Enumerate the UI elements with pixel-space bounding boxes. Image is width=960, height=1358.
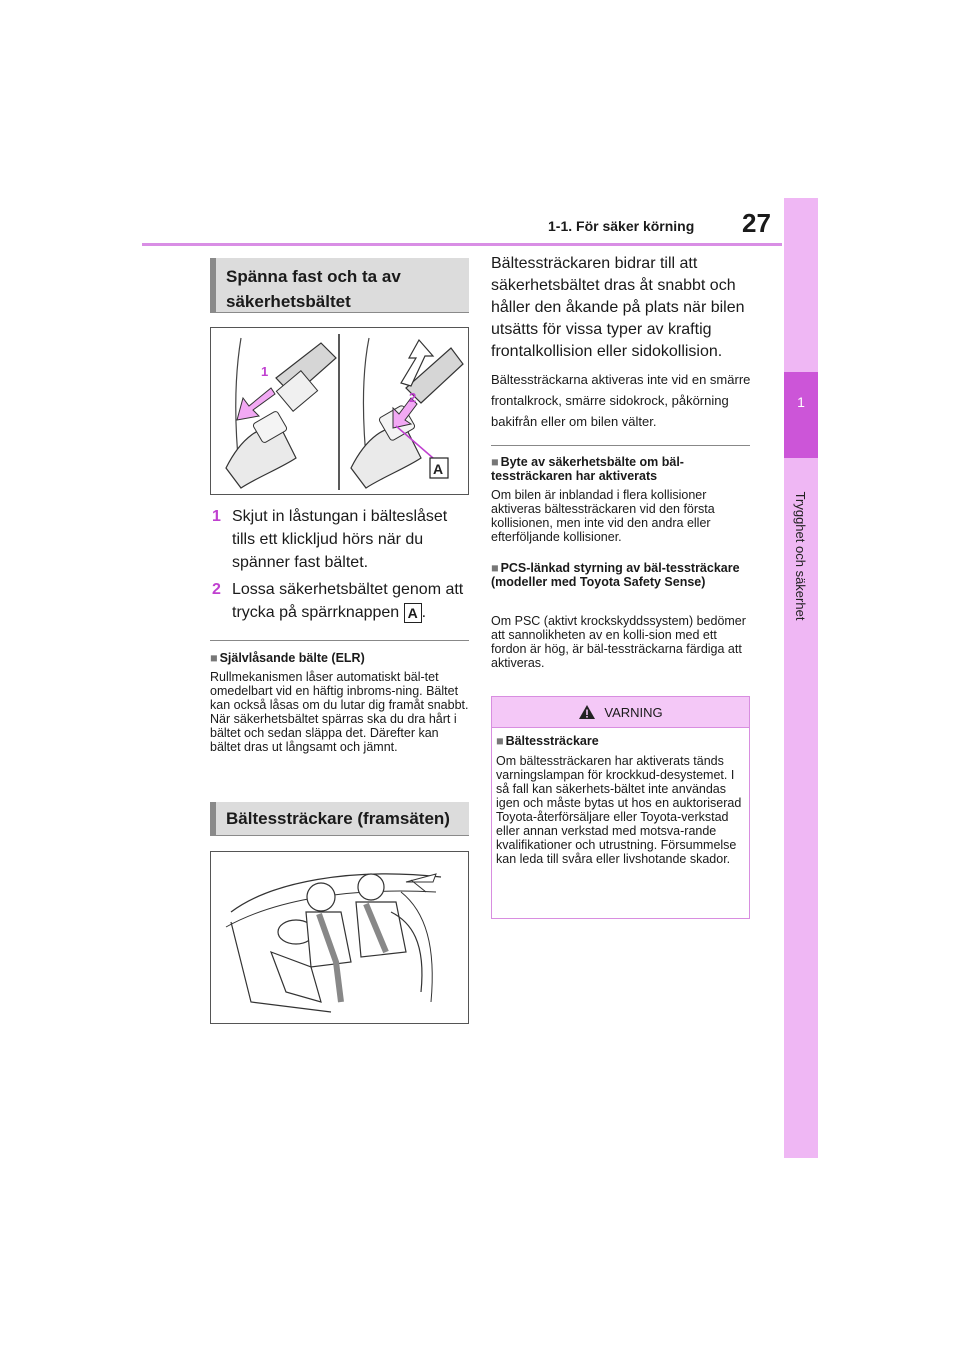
pcs-text: Om PSC (aktivt krockskyddssystem) bedömer att sannolikheten av en kolli-sion med ett fordon är hög, är bäl-tessträckarna färdiga att aktiveras.	[491, 614, 746, 670]
step-2	[212, 578, 470, 624]
warning-box	[491, 696, 750, 919]
warning-label: VARNING	[604, 704, 663, 720]
section-heading-pretensioner: Bältessträckare (framsäten)	[210, 802, 469, 836]
step-2-text: Lossa säkerhetsbältet genom att trycka på spärrknappen	[232, 581, 464, 621]
replace-heading-text: Byte av säkerhetsbälte om bäl-tessträckaren har aktiverats	[491, 455, 684, 483]
chapter-header: 1-1. För säker körning	[548, 218, 695, 234]
bullet-square-icon: ■	[491, 561, 499, 575]
warning-text: Om bältessträckaren har aktiverats tänds varningslampan för krockkud-desystemet. I så fall kan säkerhets-bältet inte användas igen och måste bytas ut hos en auktoriserad Toyota-återförsäljare eller Toyota-verkstad eller annan verkstad med motsva-rande kvalifikationer och utrustning. Försummelse kan leda till svåra eller livshotande skador.	[496, 754, 742, 866]
chapter-side-strip	[784, 198, 818, 1158]
header-rule	[142, 243, 782, 246]
bullet-square-icon: ■	[210, 651, 218, 665]
callout-2: 2	[409, 390, 417, 405]
replace-heading	[491, 455, 750, 483]
divider	[210, 640, 469, 641]
intro-small-text: Bältessträckarna aktiveras inte vid en smärre frontalkrock, smärre sidokrock, påkörning bakifrån eller om bilen välter.	[491, 372, 751, 429]
chapter-tab[interactable]	[784, 372, 818, 458]
step-1-number: 1	[212, 508, 221, 525]
section-heading-fasten: Spänna fast och ta av säkerhetsbältet	[210, 258, 469, 313]
callout-1: 1	[261, 364, 269, 379]
car-interior-drawing	[211, 852, 468, 1023]
intro-large-text: Bältessträckaren bidrar till att säkerhetsbältet dras åt snabbt och håller den åkande på plats när bilen utsätts för vissa typer av kraftig frontalkollision eller sidokollision.	[491, 255, 745, 360]
divider	[491, 445, 750, 446]
elr-text: Rullmekanismen låser automatiskt bäl-tet omedelbart vid en häftig inbroms-ning. Bältet kan också låsas om du lutar dig framåt snabbt. När säkerhetsbältet spärras ska du dra hårt i bältet och sedan släppa det. Därefter kan bältet dras ut långsamt och jämnt.	[210, 670, 469, 754]
warning-title-text: Bältessträckare	[505, 734, 599, 748]
elr-heading-text: Självlåsande bälte (ELR)	[219, 651, 365, 665]
warning-title	[496, 734, 749, 748]
pretensioner-illustration	[210, 851, 469, 1024]
step-1-text: Skjut in låstungan i bälteslåset tills ett klickljud hörs när du spänner fast bältet.	[232, 508, 448, 571]
warning-triangle-icon	[578, 704, 596, 720]
chapter-tab-number: 1	[797, 394, 805, 410]
elr-heading	[210, 651, 469, 665]
pcs-heading	[491, 561, 750, 589]
step-1	[212, 505, 470, 574]
pcs-heading-text: PCS-länkad styrning av bäl-tessträckare (modeller med Toyota Safety Sense)	[491, 561, 740, 589]
label-a-badge: A	[404, 603, 422, 623]
page-number: 27	[742, 208, 771, 238]
chapter-side-label: Trygghet och säkerhet	[793, 491, 809, 621]
replace-text: Om bilen är inblandad i flera kollisioner aktiveras bältessträckaren vid den första kollisionen, men inte vid den andra eller efterföljande kollisioner.	[491, 488, 715, 544]
bullet-square-icon: ■	[496, 734, 504, 748]
step-2-number: 2	[212, 581, 221, 598]
seatbelt-buckle-illustration	[210, 327, 469, 495]
callout-a: A	[433, 461, 444, 477]
bullet-square-icon: ■	[491, 455, 499, 469]
warning-header	[492, 697, 749, 728]
buckle-drawing	[211, 328, 468, 494]
step-2-trail: .	[421, 604, 427, 621]
